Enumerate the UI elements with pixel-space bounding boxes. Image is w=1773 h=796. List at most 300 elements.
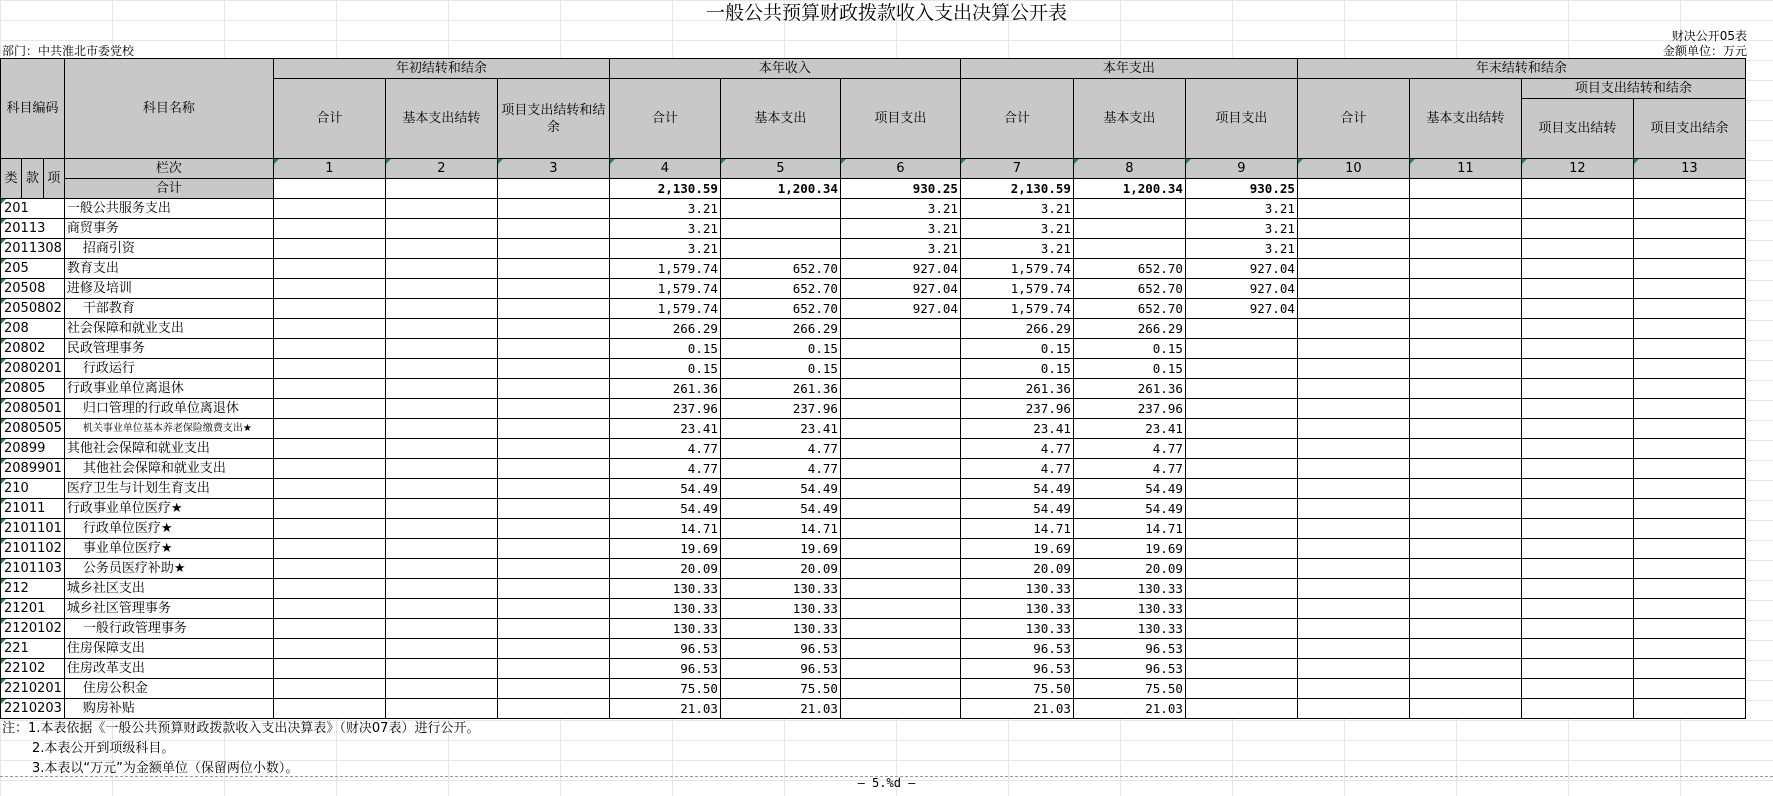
- amount-cell[interactable]: 927.04: [1185, 299, 1297, 319]
- subject-code-cell[interactable]: 20899: [1, 439, 65, 459]
- subject-code-cell[interactable]: 20113: [1, 219, 65, 239]
- amount-cell[interactable]: [497, 639, 609, 659]
- amount-cell[interactable]: 130.33: [609, 579, 720, 599]
- amount-cell[interactable]: 1,579.74: [960, 259, 1073, 279]
- amount-cell[interactable]: 266.29: [960, 319, 1073, 339]
- amount-cell[interactable]: 0.15: [720, 339, 840, 359]
- amount-cell[interactable]: 54.49: [1073, 499, 1185, 519]
- amount-cell[interactable]: [1521, 699, 1633, 719]
- subject-name-cell[interactable]: 一般公共服务支出: [64, 199, 273, 219]
- amount-cell[interactable]: 1,579.74: [609, 279, 720, 299]
- amount-cell[interactable]: [1409, 239, 1521, 259]
- amount-cell[interactable]: [840, 379, 960, 399]
- amount-cell[interactable]: [1633, 239, 1745, 259]
- amount-cell[interactable]: [1297, 239, 1409, 259]
- amount-cell[interactable]: 130.33: [609, 599, 720, 619]
- subject-code-cell[interactable]: 2101103: [1, 559, 65, 579]
- amount-cell[interactable]: [385, 219, 497, 239]
- amount-cell[interactable]: [1185, 639, 1297, 659]
- amount-cell[interactable]: [1409, 319, 1521, 339]
- amount-cell[interactable]: [1521, 319, 1633, 339]
- amount-cell[interactable]: 130.33: [720, 619, 840, 639]
- amount-cell[interactable]: [1633, 499, 1745, 519]
- amount-cell[interactable]: 1,579.74: [609, 299, 720, 319]
- amount-cell[interactable]: 3.21: [840, 219, 960, 239]
- amount-cell[interactable]: 927.04: [840, 279, 960, 299]
- total-cell[interactable]: [497, 179, 609, 199]
- amount-cell[interactable]: 96.53: [720, 639, 840, 659]
- amount-cell[interactable]: [497, 319, 609, 339]
- total-cell[interactable]: 2,130.59: [609, 179, 720, 199]
- amount-cell[interactable]: [1409, 519, 1521, 539]
- subject-name-cell[interactable]: 一般行政管理事务: [64, 619, 273, 639]
- amount-cell[interactable]: [1185, 579, 1297, 599]
- amount-cell[interactable]: [273, 559, 385, 579]
- amount-cell[interactable]: [1633, 479, 1745, 499]
- amount-cell[interactable]: [497, 679, 609, 699]
- amount-cell[interactable]: [1297, 699, 1409, 719]
- amount-cell[interactable]: [1297, 559, 1409, 579]
- amount-cell[interactable]: [273, 459, 385, 479]
- amount-cell[interactable]: [1297, 619, 1409, 639]
- amount-cell[interactable]: [497, 199, 609, 219]
- amount-cell[interactable]: 652.70: [720, 259, 840, 279]
- amount-cell[interactable]: [840, 499, 960, 519]
- amount-cell[interactable]: [497, 559, 609, 579]
- amount-cell[interactable]: [1633, 439, 1745, 459]
- amount-cell[interactable]: [273, 379, 385, 399]
- subject-name-cell[interactable]: 招商引资: [64, 239, 273, 259]
- amount-cell[interactable]: 652.70: [1073, 259, 1185, 279]
- amount-cell[interactable]: [273, 659, 385, 679]
- amount-cell[interactable]: 14.71: [609, 519, 720, 539]
- amount-cell[interactable]: [840, 679, 960, 699]
- subject-name-cell[interactable]: 进修及培训: [64, 279, 273, 299]
- amount-cell[interactable]: [1185, 419, 1297, 439]
- amount-cell[interactable]: [1633, 579, 1745, 599]
- amount-cell[interactable]: [1633, 279, 1745, 299]
- amount-cell[interactable]: 23.41: [609, 419, 720, 439]
- amount-cell[interactable]: [1521, 639, 1633, 659]
- amount-cell[interactable]: [840, 619, 960, 639]
- amount-cell[interactable]: 130.33: [960, 579, 1073, 599]
- amount-cell[interactable]: [1633, 419, 1745, 439]
- amount-cell[interactable]: [385, 639, 497, 659]
- subject-name-cell[interactable]: 民政管理事务: [64, 339, 273, 359]
- amount-cell[interactable]: 54.49: [720, 499, 840, 519]
- amount-cell[interactable]: [497, 599, 609, 619]
- amount-cell[interactable]: [720, 219, 840, 239]
- amount-cell[interactable]: [1297, 659, 1409, 679]
- amount-cell[interactable]: [273, 199, 385, 219]
- amount-cell[interactable]: [1521, 239, 1633, 259]
- subject-code-cell[interactable]: 221: [1, 639, 65, 659]
- amount-cell[interactable]: [1185, 359, 1297, 379]
- amount-cell[interactable]: 96.53: [609, 659, 720, 679]
- amount-cell[interactable]: 54.49: [720, 479, 840, 499]
- amount-cell[interactable]: 4.77: [1073, 459, 1185, 479]
- amount-cell[interactable]: [840, 479, 960, 499]
- total-cell[interactable]: 1,200.34: [720, 179, 840, 199]
- amount-cell[interactable]: [497, 259, 609, 279]
- amount-cell[interactable]: 130.33: [960, 619, 1073, 639]
- amount-cell[interactable]: [840, 519, 960, 539]
- amount-cell[interactable]: [385, 699, 497, 719]
- amount-cell[interactable]: [497, 339, 609, 359]
- amount-cell[interactable]: [1297, 639, 1409, 659]
- amount-cell[interactable]: 0.15: [960, 359, 1073, 379]
- amount-cell[interactable]: [840, 559, 960, 579]
- amount-cell[interactable]: [1185, 379, 1297, 399]
- amount-cell[interactable]: 96.53: [960, 639, 1073, 659]
- amount-cell[interactable]: [1521, 659, 1633, 679]
- total-cell[interactable]: 1,200.34: [1073, 179, 1185, 199]
- amount-cell[interactable]: [1297, 359, 1409, 379]
- amount-cell[interactable]: [1297, 579, 1409, 599]
- amount-cell[interactable]: [1409, 399, 1521, 419]
- amount-cell[interactable]: [1297, 379, 1409, 399]
- amount-cell[interactable]: 927.04: [1185, 279, 1297, 299]
- subject-name-cell[interactable]: 干部教育: [64, 299, 273, 319]
- subject-name-cell[interactable]: 住房改革支出: [64, 659, 273, 679]
- amount-cell[interactable]: 96.53: [720, 659, 840, 679]
- amount-cell[interactable]: [1297, 599, 1409, 619]
- amount-cell[interactable]: [273, 539, 385, 559]
- amount-cell[interactable]: 927.04: [1185, 259, 1297, 279]
- amount-cell[interactable]: [1185, 679, 1297, 699]
- amount-cell[interactable]: 54.49: [609, 499, 720, 519]
- subject-code-cell[interactable]: 2011308: [1, 239, 65, 259]
- amount-cell[interactable]: [1633, 519, 1745, 539]
- amount-cell[interactable]: 261.36: [720, 379, 840, 399]
- amount-cell[interactable]: [273, 599, 385, 619]
- amount-cell[interactable]: [1409, 699, 1521, 719]
- amount-cell[interactable]: [1521, 459, 1633, 479]
- amount-cell[interactable]: 4.77: [1073, 439, 1185, 459]
- amount-cell[interactable]: [273, 679, 385, 699]
- amount-cell[interactable]: 54.49: [960, 499, 1073, 519]
- amount-cell[interactable]: 14.71: [720, 519, 840, 539]
- amount-cell[interactable]: [1297, 479, 1409, 499]
- total-cell[interactable]: [385, 179, 497, 199]
- subject-name-cell[interactable]: 购房补贴: [64, 699, 273, 719]
- amount-cell[interactable]: [1409, 299, 1521, 319]
- amount-cell[interactable]: [1185, 619, 1297, 639]
- amount-cell[interactable]: [273, 519, 385, 539]
- amount-cell[interactable]: [1633, 679, 1745, 699]
- subject-code-cell[interactable]: 2050802: [1, 299, 65, 319]
- amount-cell[interactable]: 3.21: [1185, 199, 1297, 219]
- subject-name-cell[interactable]: 归口管理的行政单位离退休: [64, 399, 273, 419]
- subject-name-cell[interactable]: 行政事业单位医疗★: [64, 499, 273, 519]
- amount-cell[interactable]: 54.49: [960, 479, 1073, 499]
- amount-cell[interactable]: [1297, 219, 1409, 239]
- subject-name-cell[interactable]: 城乡社区支出: [64, 579, 273, 599]
- amount-cell[interactable]: 266.29: [609, 319, 720, 339]
- amount-cell[interactable]: 0.15: [1073, 359, 1185, 379]
- subject-code-cell[interactable]: 2080501: [1, 399, 65, 419]
- amount-cell[interactable]: [1297, 299, 1409, 319]
- amount-cell[interactable]: [1409, 679, 1521, 699]
- subject-name-cell[interactable]: 商贸事务: [64, 219, 273, 239]
- amount-cell[interactable]: [497, 279, 609, 299]
- amount-cell[interactable]: [497, 579, 609, 599]
- amount-cell[interactable]: 75.50: [720, 679, 840, 699]
- amount-cell[interactable]: 96.53: [609, 639, 720, 659]
- amount-cell[interactable]: 0.15: [609, 339, 720, 359]
- amount-cell[interactable]: 130.33: [1073, 579, 1185, 599]
- amount-cell[interactable]: 3.21: [840, 239, 960, 259]
- amount-cell[interactable]: 19.69: [609, 539, 720, 559]
- amount-cell[interactable]: [1409, 259, 1521, 279]
- amount-cell[interactable]: [1633, 619, 1745, 639]
- amount-cell[interactable]: 261.36: [609, 379, 720, 399]
- amount-cell[interactable]: 4.77: [609, 439, 720, 459]
- subject-name-cell[interactable]: 住房公积金: [64, 679, 273, 699]
- amount-cell[interactable]: [385, 279, 497, 299]
- amount-cell[interactable]: [1409, 379, 1521, 399]
- amount-cell[interactable]: [273, 419, 385, 439]
- amount-cell[interactable]: [1409, 359, 1521, 379]
- subject-code-cell[interactable]: 2080201: [1, 359, 65, 379]
- amount-cell[interactable]: 21.03: [609, 699, 720, 719]
- subject-code-cell[interactable]: 21201: [1, 599, 65, 619]
- amount-cell[interactable]: 652.70: [720, 299, 840, 319]
- amount-cell[interactable]: [1409, 219, 1521, 239]
- amount-cell[interactable]: [840, 659, 960, 679]
- amount-cell[interactable]: [1633, 199, 1745, 219]
- amount-cell[interactable]: [840, 339, 960, 359]
- amount-cell[interactable]: 3.21: [1185, 219, 1297, 239]
- amount-cell[interactable]: [1521, 419, 1633, 439]
- amount-cell[interactable]: [1633, 699, 1745, 719]
- total-cell[interactable]: [1521, 179, 1633, 199]
- amount-cell[interactable]: 237.96: [720, 399, 840, 419]
- amount-cell[interactable]: [1409, 279, 1521, 299]
- amount-cell[interactable]: [497, 459, 609, 479]
- amount-cell[interactable]: [385, 559, 497, 579]
- amount-cell[interactable]: 19.69: [720, 539, 840, 559]
- amount-cell[interactable]: 261.36: [960, 379, 1073, 399]
- amount-cell[interactable]: [1185, 459, 1297, 479]
- amount-cell[interactable]: [1633, 459, 1745, 479]
- amount-cell[interactable]: 652.70: [1073, 299, 1185, 319]
- amount-cell[interactable]: [1409, 619, 1521, 639]
- amount-cell[interactable]: [273, 279, 385, 299]
- amount-cell[interactable]: [1409, 579, 1521, 599]
- amount-cell[interactable]: 237.96: [960, 399, 1073, 419]
- amount-cell[interactable]: 4.77: [960, 459, 1073, 479]
- total-cell[interactable]: 930.25: [1185, 179, 1297, 199]
- amount-cell[interactable]: 3.21: [609, 219, 720, 239]
- amount-cell[interactable]: 3.21: [1185, 239, 1297, 259]
- amount-cell[interactable]: [385, 619, 497, 639]
- amount-cell[interactable]: 3.21: [960, 239, 1073, 259]
- total-cell[interactable]: 930.25: [840, 179, 960, 199]
- amount-cell[interactable]: [273, 319, 385, 339]
- amount-cell[interactable]: [497, 299, 609, 319]
- amount-cell[interactable]: [1297, 399, 1409, 419]
- amount-cell[interactable]: [385, 519, 497, 539]
- amount-cell[interactable]: [1521, 679, 1633, 699]
- amount-cell[interactable]: [497, 419, 609, 439]
- subject-name-cell[interactable]: 社会保障和就业支出: [64, 319, 273, 339]
- amount-cell[interactable]: [1521, 359, 1633, 379]
- amount-cell[interactable]: [497, 539, 609, 559]
- amount-cell[interactable]: 23.41: [960, 419, 1073, 439]
- amount-cell[interactable]: [1409, 199, 1521, 219]
- amount-cell[interactable]: [385, 439, 497, 459]
- amount-cell[interactable]: [1521, 519, 1633, 539]
- amount-cell[interactable]: 0.15: [609, 359, 720, 379]
- subject-name-cell[interactable]: 行政运行: [64, 359, 273, 379]
- total-cell[interactable]: 2,130.59: [960, 179, 1073, 199]
- amount-cell[interactable]: [385, 659, 497, 679]
- amount-cell[interactable]: [1521, 499, 1633, 519]
- amount-cell[interactable]: [840, 579, 960, 599]
- amount-cell[interactable]: [1409, 659, 1521, 679]
- amount-cell[interactable]: [1185, 659, 1297, 679]
- amount-cell[interactable]: 130.33: [960, 599, 1073, 619]
- amount-cell[interactable]: 54.49: [1073, 479, 1185, 499]
- amount-cell[interactable]: 0.15: [1073, 339, 1185, 359]
- amount-cell[interactable]: 130.33: [720, 599, 840, 619]
- amount-cell[interactable]: [840, 639, 960, 659]
- amount-cell[interactable]: [1297, 339, 1409, 359]
- amount-cell[interactable]: [1633, 259, 1745, 279]
- total-cell[interactable]: [273, 179, 385, 199]
- amount-cell[interactable]: [273, 299, 385, 319]
- amount-cell[interactable]: [1521, 259, 1633, 279]
- amount-cell[interactable]: [1297, 279, 1409, 299]
- amount-cell[interactable]: [497, 359, 609, 379]
- amount-cell[interactable]: [385, 539, 497, 559]
- amount-cell[interactable]: [1521, 579, 1633, 599]
- amount-cell[interactable]: [385, 399, 497, 419]
- amount-cell[interactable]: [1297, 679, 1409, 699]
- subject-code-cell[interactable]: 2210201: [1, 679, 65, 699]
- amount-cell[interactable]: [385, 359, 497, 379]
- amount-cell[interactable]: 4.77: [720, 459, 840, 479]
- amount-cell[interactable]: [1521, 339, 1633, 359]
- amount-cell[interactable]: [385, 459, 497, 479]
- subject-name-cell[interactable]: 其他社会保障和就业支出: [64, 439, 273, 459]
- total-cell[interactable]: [1297, 179, 1409, 199]
- subject-name-cell[interactable]: 医疗卫生与计划生育支出: [64, 479, 273, 499]
- amount-cell[interactable]: [1633, 339, 1745, 359]
- amount-cell[interactable]: [273, 259, 385, 279]
- amount-cell[interactable]: [1409, 479, 1521, 499]
- amount-cell[interactable]: [840, 399, 960, 419]
- amount-cell[interactable]: 1,579.74: [609, 259, 720, 279]
- total-cell[interactable]: [1409, 179, 1521, 199]
- subject-code-cell[interactable]: 201: [1, 199, 65, 219]
- amount-cell[interactable]: [1073, 219, 1185, 239]
- amount-cell[interactable]: 0.15: [960, 339, 1073, 359]
- amount-cell[interactable]: [1297, 419, 1409, 439]
- amount-cell[interactable]: [1185, 479, 1297, 499]
- amount-cell[interactable]: [385, 419, 497, 439]
- amount-cell[interactable]: 4.77: [609, 459, 720, 479]
- amount-cell[interactable]: 652.70: [1073, 279, 1185, 299]
- amount-cell[interactable]: [1297, 519, 1409, 539]
- subject-code-cell[interactable]: 2101101: [1, 519, 65, 539]
- subject-name-cell[interactable]: 事业单位医疗★: [64, 539, 273, 559]
- amount-cell[interactable]: [1409, 639, 1521, 659]
- amount-cell[interactable]: [497, 439, 609, 459]
- amount-cell[interactable]: [1409, 499, 1521, 519]
- amount-cell[interactable]: 3.21: [960, 219, 1073, 239]
- amount-cell[interactable]: 130.33: [609, 619, 720, 639]
- amount-cell[interactable]: [1521, 559, 1633, 579]
- amount-cell[interactable]: 130.33: [720, 579, 840, 599]
- amount-cell[interactable]: [385, 499, 497, 519]
- total-cell[interactable]: [1633, 179, 1745, 199]
- amount-cell[interactable]: [1521, 279, 1633, 299]
- amount-cell[interactable]: 3.21: [960, 199, 1073, 219]
- amount-cell[interactable]: 75.50: [609, 679, 720, 699]
- amount-cell[interactable]: [1409, 419, 1521, 439]
- amount-cell[interactable]: 96.53: [960, 659, 1073, 679]
- amount-cell[interactable]: 3.21: [609, 239, 720, 259]
- subject-code-cell[interactable]: 2089901: [1, 459, 65, 479]
- subject-name-cell[interactable]: 住房保障支出: [64, 639, 273, 659]
- amount-cell[interactable]: 266.29: [720, 319, 840, 339]
- amount-cell[interactable]: [1521, 539, 1633, 559]
- amount-cell[interactable]: [1409, 459, 1521, 479]
- subject-code-cell[interactable]: 212: [1, 579, 65, 599]
- amount-cell[interactable]: [840, 699, 960, 719]
- amount-cell[interactable]: [1633, 399, 1745, 419]
- amount-cell[interactable]: [1521, 479, 1633, 499]
- amount-cell[interactable]: [1521, 299, 1633, 319]
- amount-cell[interactable]: [1409, 599, 1521, 619]
- subject-name-cell[interactable]: 城乡社区管理事务: [64, 599, 273, 619]
- amount-cell[interactable]: 75.50: [1073, 679, 1185, 699]
- amount-cell[interactable]: [385, 239, 497, 259]
- amount-cell[interactable]: [1297, 259, 1409, 279]
- amount-cell[interactable]: [1409, 439, 1521, 459]
- amount-cell[interactable]: [273, 699, 385, 719]
- amount-cell[interactable]: [1409, 559, 1521, 579]
- amount-cell[interactable]: 20.09: [1073, 559, 1185, 579]
- amount-cell[interactable]: 21.03: [720, 699, 840, 719]
- subject-code-cell[interactable]: 2210203: [1, 699, 65, 719]
- amount-cell[interactable]: [1185, 319, 1297, 339]
- amount-cell[interactable]: [840, 359, 960, 379]
- amount-cell[interactable]: [497, 239, 609, 259]
- amount-cell[interactable]: [1521, 219, 1633, 239]
- amount-cell[interactable]: 21.03: [960, 699, 1073, 719]
- amount-cell[interactable]: [273, 479, 385, 499]
- amount-cell[interactable]: [1633, 599, 1745, 619]
- amount-cell[interactable]: [385, 579, 497, 599]
- subject-code-cell[interactable]: 210: [1, 479, 65, 499]
- amount-cell[interactable]: [385, 299, 497, 319]
- amount-cell[interactable]: 96.53: [1073, 639, 1185, 659]
- amount-cell[interactable]: [497, 399, 609, 419]
- subject-code-cell[interactable]: 22102: [1, 659, 65, 679]
- amount-cell[interactable]: 3.21: [609, 199, 720, 219]
- subject-code-cell[interactable]: 21011: [1, 499, 65, 519]
- amount-cell[interactable]: [1297, 439, 1409, 459]
- amount-cell[interactable]: [1185, 499, 1297, 519]
- subject-name-cell[interactable]: 机关事业单位基本养老保险缴费支出★: [64, 419, 273, 439]
- amount-cell[interactable]: [1633, 319, 1745, 339]
- amount-cell[interactable]: [1633, 539, 1745, 559]
- subject-code-cell[interactable]: 2080505: [1, 419, 65, 439]
- amount-cell[interactable]: 266.29: [1073, 319, 1185, 339]
